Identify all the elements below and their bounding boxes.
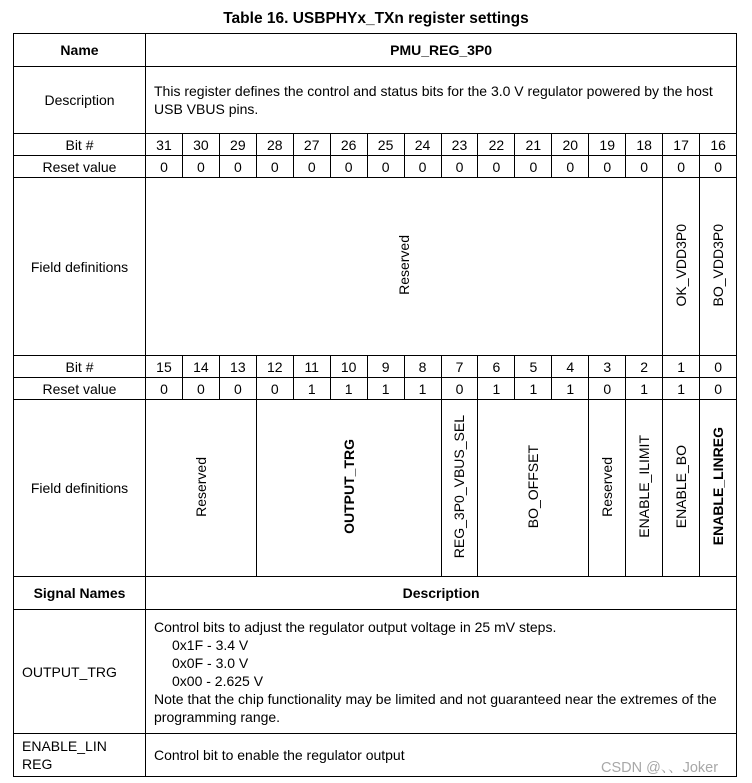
bit-number: 31 <box>146 134 183 156</box>
reset-value: 0 <box>330 156 367 178</box>
field-label: Field definitions <box>14 178 146 356</box>
field-name: ENABLE_LINREG <box>710 427 727 546</box>
reset-value: 0 <box>626 156 663 178</box>
reset-value: 0 <box>663 156 700 178</box>
bit-number: 0 <box>700 356 737 378</box>
bit-label: Bit # <box>14 356 146 378</box>
bit-number: 1 <box>663 356 700 378</box>
field-cell <box>700 178 737 356</box>
lower-field-row <box>14 400 737 577</box>
reset-value: 0 <box>441 156 478 178</box>
reset-value: 0 <box>146 156 183 178</box>
bit-number: 2 <box>626 356 663 378</box>
reset-value: 1 <box>663 378 700 400</box>
reset-value: 0 <box>293 156 330 178</box>
bit-label: Bit # <box>14 134 146 156</box>
reset-value: 1 <box>293 378 330 400</box>
field-name: Reserved <box>599 456 616 517</box>
bit-number: 25 <box>367 134 404 156</box>
bit-number: 23 <box>441 134 478 156</box>
field-name: ENABLE_ILIMIT <box>636 435 653 538</box>
reset-value: 0 <box>367 156 404 178</box>
bit-number: 6 <box>478 356 515 378</box>
bit-number: 8 <box>404 356 441 378</box>
description-row <box>14 67 737 134</box>
lower-reset-row <box>14 378 737 400</box>
reset-value: 0 <box>219 378 256 400</box>
signal-names-header: Signal Names <box>14 577 146 610</box>
bit-number: 9 <box>367 356 404 378</box>
reset-value: 0 <box>256 378 293 400</box>
reset-value: 0 <box>256 156 293 178</box>
bit-number: 4 <box>552 356 589 378</box>
watermark: CSDN @、、Joker <box>601 760 719 776</box>
bit-number: 5 <box>515 356 552 378</box>
bit-number: 16 <box>700 134 737 156</box>
description-line: 0x1F - 3.4 V <box>172 636 249 653</box>
reset-value: 0 <box>515 156 552 178</box>
name-label: Name <box>14 34 146 67</box>
reset-value: 1 <box>626 378 663 400</box>
bit-number: 13 <box>219 356 256 378</box>
signal-name: OUTPUT_TRG <box>14 610 146 734</box>
field-name: Reserved <box>192 456 209 517</box>
bit-number: 28 <box>256 134 293 156</box>
field-name: OK_VDD3P0 <box>673 223 690 307</box>
bit-number: 18 <box>626 134 663 156</box>
reset-label: Reset value <box>14 156 146 178</box>
field-cell <box>589 400 626 577</box>
reset-value: 0 <box>146 378 183 400</box>
field-cell <box>663 400 700 577</box>
signal-description <box>146 610 737 734</box>
table-title: Table 16. USBPHYx_TXn register settings <box>223 10 529 27</box>
bit-number: 12 <box>256 356 293 378</box>
bit-number: 19 <box>589 134 626 156</box>
reset-value: 1 <box>515 378 552 400</box>
field-cell <box>146 400 257 577</box>
bit-number: 3 <box>589 356 626 378</box>
bit-number: 21 <box>515 134 552 156</box>
register-name: PMU_REG_3P0 <box>146 34 737 67</box>
field-label: Field definitions <box>14 400 146 577</box>
signal-row <box>14 610 737 734</box>
bit-number: 17 <box>663 134 700 156</box>
field-name: ENABLE_BO <box>673 444 690 529</box>
name-row <box>14 34 737 67</box>
reset-value: 1 <box>404 378 441 400</box>
bit-number: 10 <box>330 356 367 378</box>
bit-number: 22 <box>478 134 515 156</box>
bit-number: 24 <box>404 134 441 156</box>
signal-name: ENABLE_LIN REG <box>14 734 146 777</box>
field-name: REG_3P0_VBUS_SEL <box>451 414 468 559</box>
field-cell <box>626 400 663 577</box>
reset-value: 1 <box>478 378 515 400</box>
reset-label: Reset value <box>14 378 146 400</box>
reset-value: 0 <box>219 156 256 178</box>
bit-number: 11 <box>293 356 330 378</box>
bit-number: 14 <box>182 356 219 378</box>
field-cell <box>478 400 589 577</box>
upper-bit-row <box>14 134 737 156</box>
reset-value: 0 <box>441 378 478 400</box>
reset-value: 0 <box>182 156 219 178</box>
bit-number: 20 <box>552 134 589 156</box>
signal-header-row <box>14 577 737 610</box>
description-line: Note that the chip functionality may be limited and not guaranteed near the extremes of the programming range. <box>154 690 717 725</box>
reset-value: 0 <box>700 378 737 400</box>
bit-number: 27 <box>293 134 330 156</box>
reset-value: 0 <box>182 378 219 400</box>
reset-value: 1 <box>552 378 589 400</box>
bit-number: 29 <box>219 134 256 156</box>
reset-value: 1 <box>330 378 367 400</box>
reset-value: 0 <box>700 156 737 178</box>
field-name: BO_VDD3P0 <box>710 223 727 307</box>
description-line: 0x00 - 2.625 V <box>172 672 264 689</box>
field-cell <box>256 400 441 577</box>
upper-field-row <box>14 178 737 356</box>
field-cell <box>700 400 737 577</box>
bit-number: 15 <box>146 356 183 378</box>
description-line: 0x0F - 3.0 V <box>172 654 249 671</box>
field-name: Reserved <box>396 235 413 295</box>
description-label: Description <box>14 67 146 134</box>
field-cell <box>146 178 663 356</box>
description-line: Control bits to adjust the regulator output voltage in 25 mV steps. <box>154 618 557 635</box>
register-table <box>13 33 737 777</box>
reset-value: 1 <box>367 378 404 400</box>
bit-number: 26 <box>330 134 367 156</box>
field-cell <box>441 400 478 577</box>
reset-value: 0 <box>478 156 515 178</box>
signal-description-header: Description <box>146 577 737 610</box>
field-name: BO_OFFSET <box>525 444 542 529</box>
description-text: This register defines the control and status bits for the 3.0 V regulator powered by the host USB VBUS pins. <box>146 67 737 134</box>
description-line: Control bit to enable the regulator output <box>154 747 405 763</box>
reset-value: 0 <box>589 156 626 178</box>
field-cell <box>663 178 700 356</box>
bit-number: 30 <box>182 134 219 156</box>
reset-value: 0 <box>404 156 441 178</box>
reset-value: 0 <box>552 156 589 178</box>
field-name: OUTPUT_TRG <box>340 439 357 534</box>
bit-number: 7 <box>441 356 478 378</box>
lower-bit-row <box>14 356 737 378</box>
upper-reset-row <box>14 156 737 178</box>
reset-value: 0 <box>589 378 626 400</box>
